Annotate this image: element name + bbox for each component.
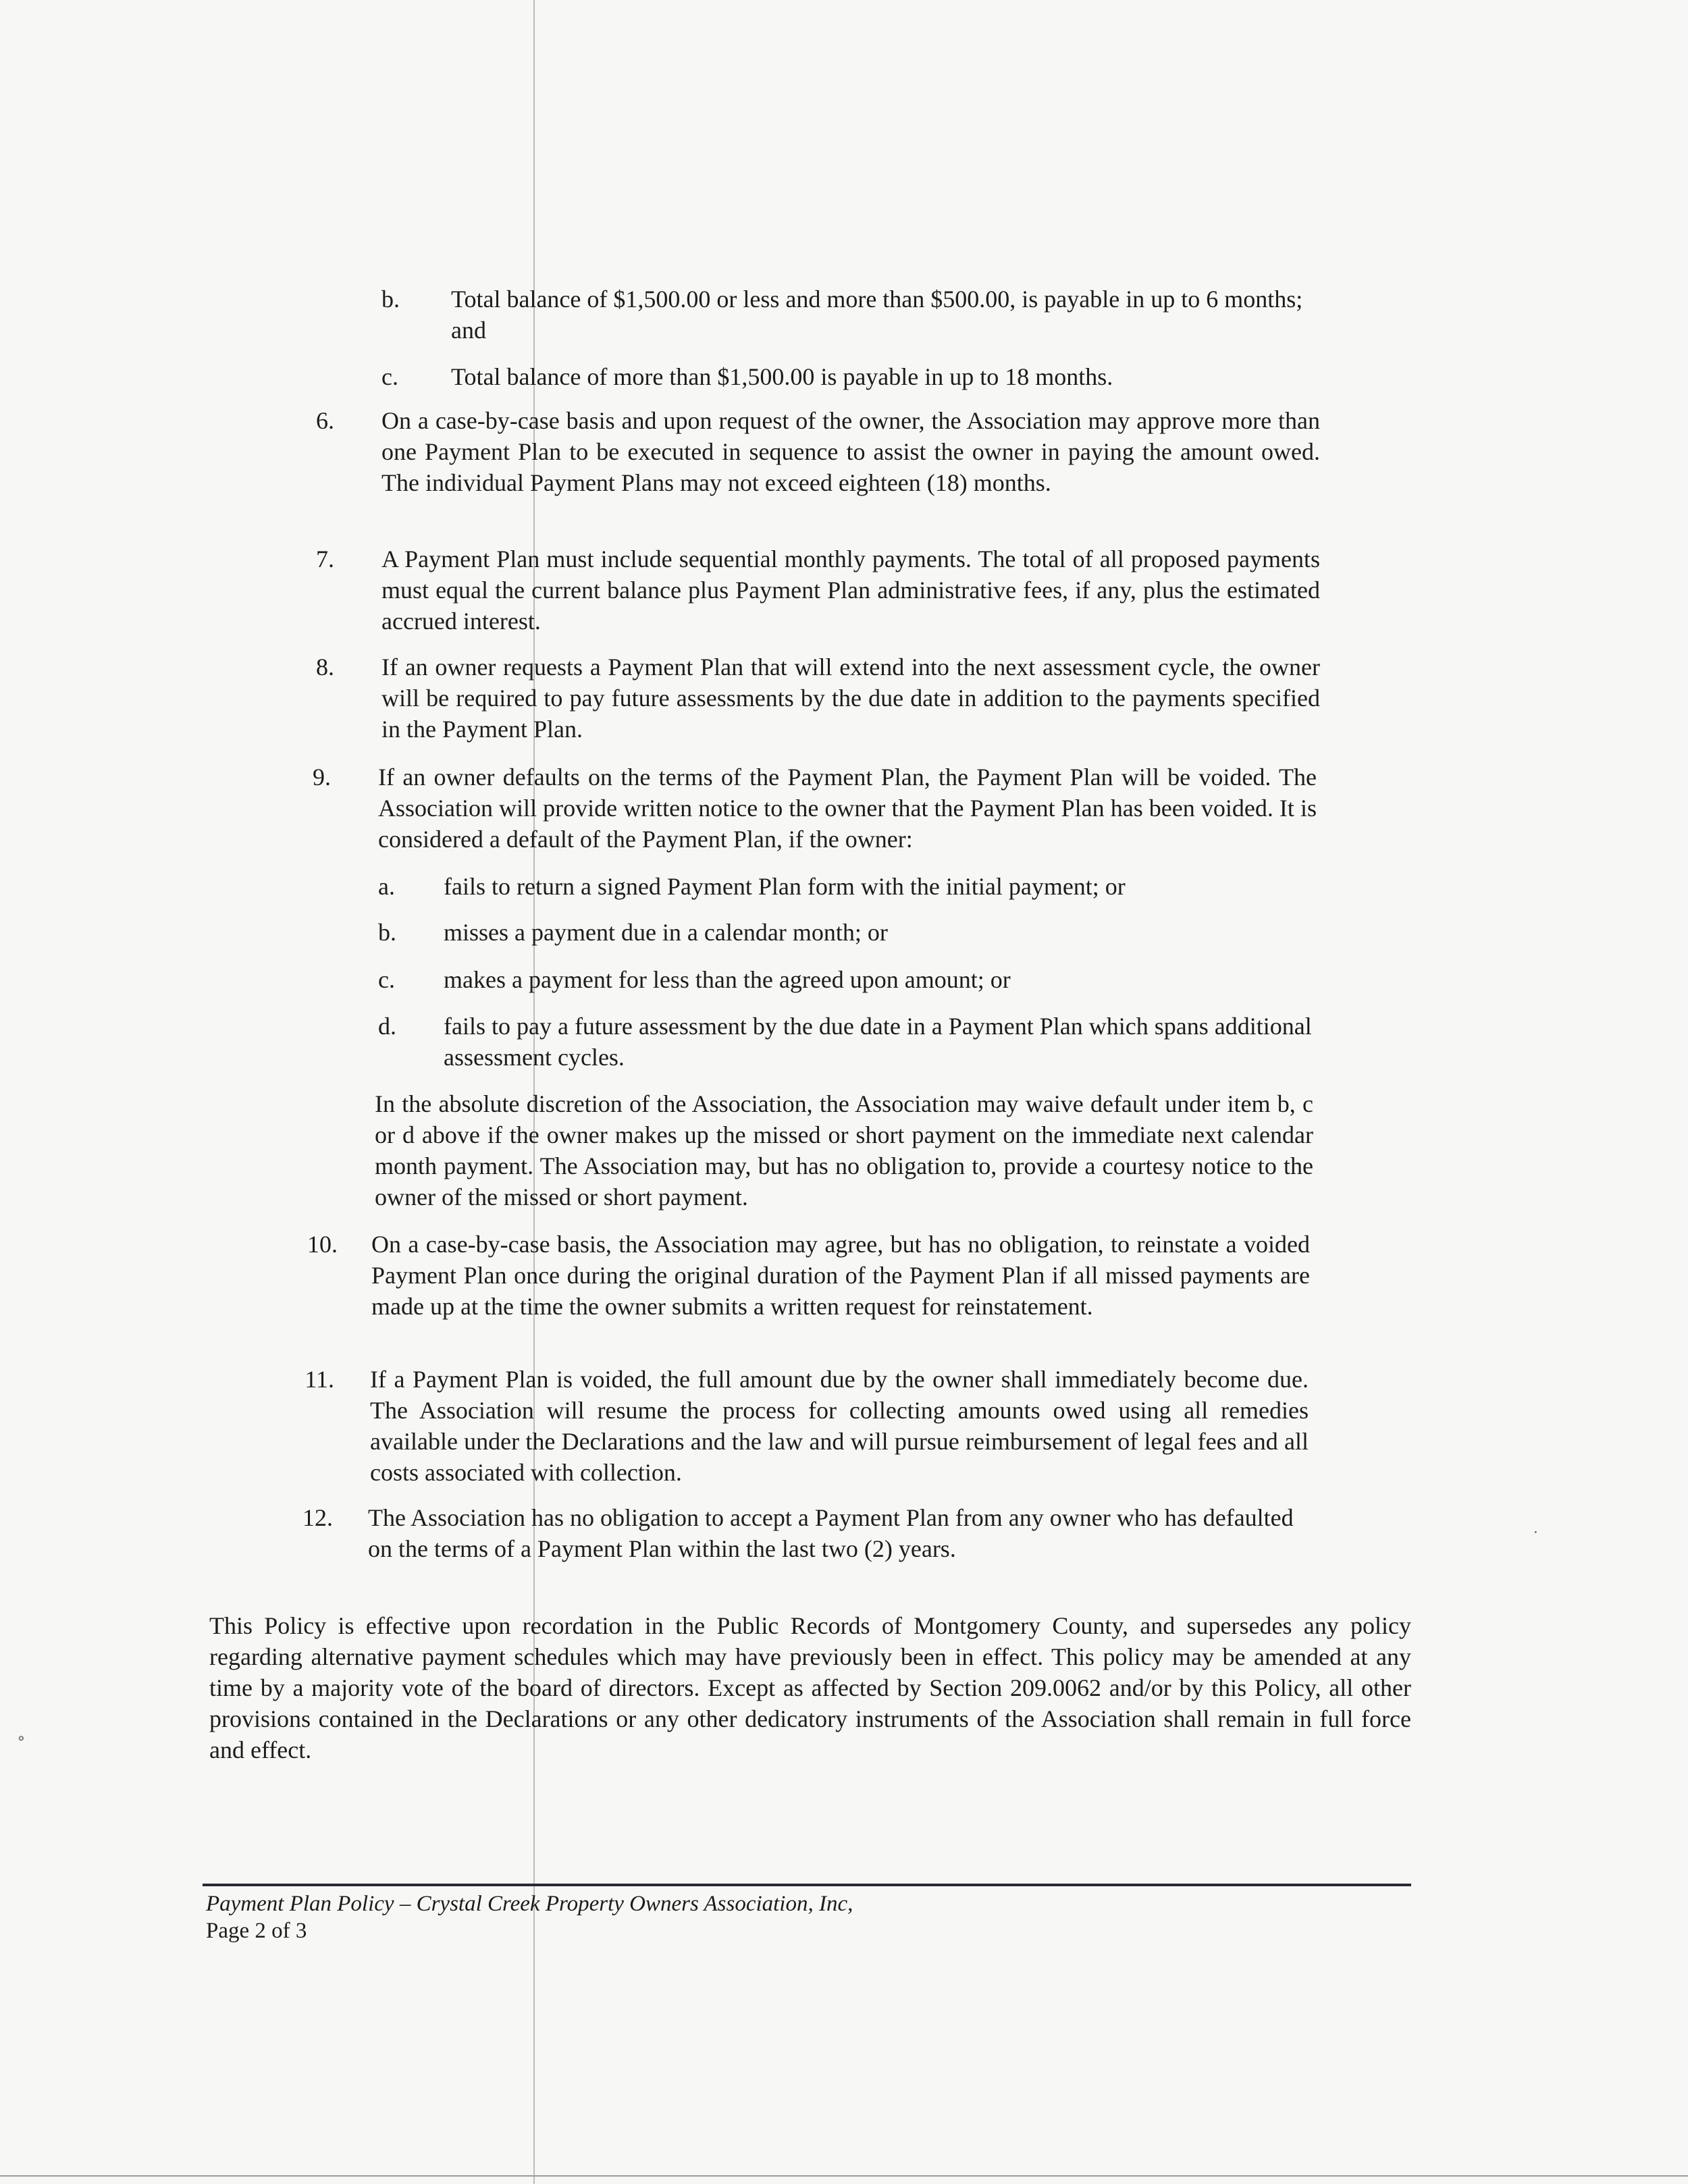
item-9b-marker: b. — [378, 919, 396, 946]
scan-speck: ∘ — [17, 1728, 26, 1748]
item-9-waiver-text: In the absolute discretion of the Association, the Association may waive default under item b, c or d above if the owner makes up the missed or short payment on the immediate next calendar month payment. The Association may, but has no obligation to, provide a courtesy notice to the owner of the missed or short payment. — [375, 1090, 1313, 1210]
item-b-marker: b. — [381, 286, 400, 313]
item-9a-text: fails to return a signed Payment Plan form with the initial payment; or — [444, 873, 1126, 900]
item-c-marker: c. — [381, 363, 398, 390]
item-7-text: A Payment Plan must include sequential monthly payments. The total of all proposed payments must equal the current balance plus Payment Plan administrative fees, if any, plus the estimated accrued interest. — [381, 545, 1320, 635]
item-6-number: 6. — [316, 407, 334, 434]
item-8-number: 8. — [316, 654, 334, 681]
footer-page-number: Page 2 of 3 — [206, 1919, 307, 1943]
item-b-text: Total balance of $1,500.00 or less and more than $500.00, is payable in up to 6 months; and — [451, 286, 1303, 344]
item-8-text: If an owner requests a Payment Plan that will extend into the next assessment cycle, the owner will be required to pay future assessments by the due date in addition to the payments specified in the Payment Plan. — [381, 654, 1320, 743]
item-9d-marker: d. — [378, 1013, 396, 1040]
item-12-number: 12. — [302, 1504, 333, 1531]
item-c-text: Total balance of more than $1,500.00 is payable in up to 18 months. — [451, 363, 1113, 390]
item-9-text: If an owner defaults on the terms of the Payment Plan, the Payment Plan will be voided. The Association will provide written notice to the owner that the Payment Plan has been voided. It is considered a default of the Payment Plan, if the owner: — [378, 764, 1317, 853]
closing-paragraph: This Policy is effective upon recordation in the Public Records of Montgomery County, and supersedes any policy regarding alternative payment schedules which may have previously been in effect. This policy may be amended at any time by a majority vote of the board of directors. Except as affected by Section 209.0062 and/or by this Policy, all other provisions contained in the Declarations or any other dedicatory instruments of the Association shall remain in full force and effect. — [209, 1612, 1411, 1763]
item-9-number: 9. — [313, 764, 331, 791]
item-7-number: 7. — [316, 545, 334, 572]
item-11-number: 11. — [305, 1366, 334, 1393]
item-9c-marker: c. — [378, 966, 395, 993]
item-9c-text: makes a payment for less than the agreed upon amount; or — [444, 966, 1011, 993]
item-10-number: 10. — [307, 1231, 338, 1258]
footer-title: Payment Plan Policy – Crystal Creek Property Owners Association, Inc, — [206, 1892, 853, 1916]
scan-bottom-edge — [0, 2175, 1688, 2177]
scan-speck: · — [1533, 1522, 1539, 1542]
footer-rule — [203, 1884, 1411, 1886]
item-9d-text: fails to pay a future assessment by the due date in a Payment Plan which spans additional assessment cycles. — [444, 1013, 1312, 1071]
item-9a-marker: a. — [378, 873, 395, 900]
item-10-text: On a case-by-case basis, the Association may agree, but has no obligation, to reinstate a voided Payment Plan once during the original duration of the Payment Plan if all missed payments are made up at the time the owner submits a written request for reinstatement. — [371, 1231, 1310, 1320]
item-12-text: The Association has no obligation to accept a Payment Plan from any owner who has defaulted on the terms of a Payment Plan within the last two (2) years. — [368, 1504, 1294, 1562]
item-9b-text: misses a payment due in a calendar month; or — [444, 919, 888, 946]
item-6-text: On a case-by-case basis and upon request of the owner, the Association may approve more than one Payment Plan to be executed in sequence to assist the owner in paying the amount owed. The individual Payment Plans may not exceed eighteen (18) months. — [381, 407, 1320, 496]
item-11-text: If a Payment Plan is voided, the full amount due by the owner shall immediately become due. The Association will resume the process for collecting amounts owed using all remedies available under the Declarations and the law and will pursue reimbursement of legal fees and all costs associated with collection. — [370, 1366, 1309, 1486]
